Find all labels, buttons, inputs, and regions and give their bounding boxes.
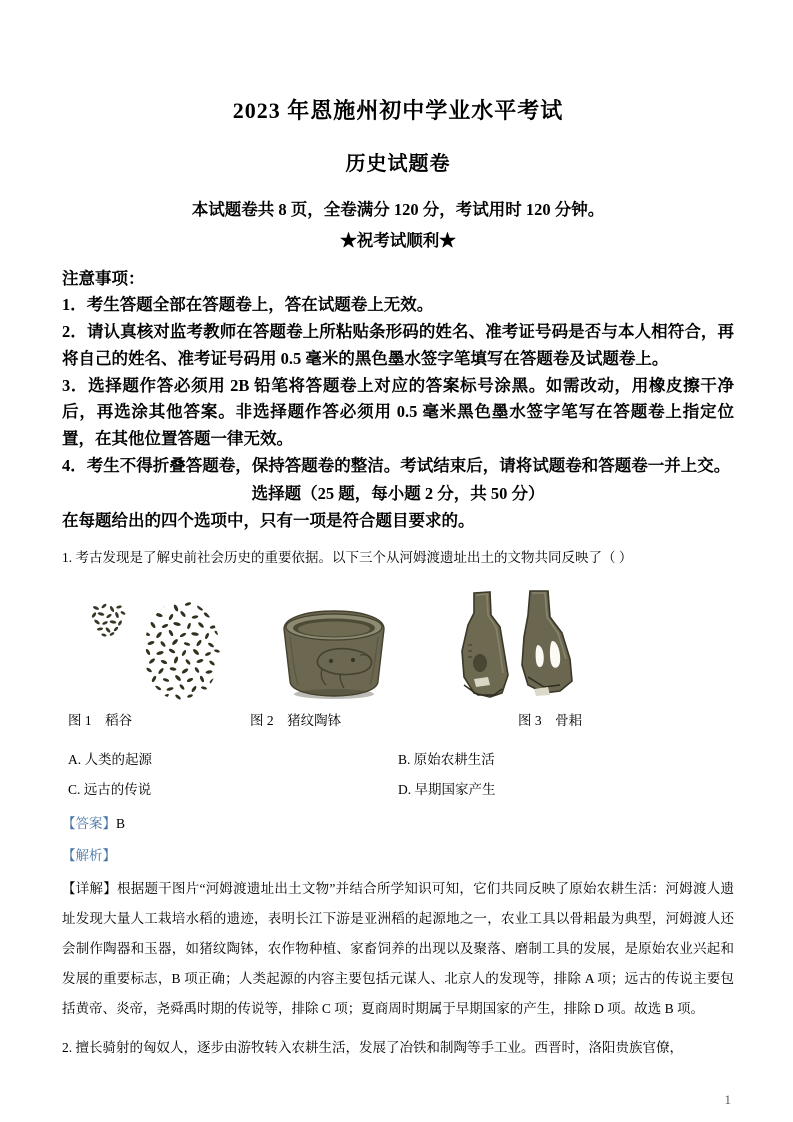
- figure-1-caption: 图 1 稻谷: [68, 713, 133, 729]
- section-title: 选择题（25 题，每小题 2 分，共 50 分）: [251, 484, 545, 504]
- notice-item-4: 4．考生不得折叠答题卷，保持答题卷的整洁。考试结束后，请将试题卷和答题卷一并上交。: [62, 455, 731, 475]
- option-c[interactable]: C. 远古的传说: [68, 782, 152, 798]
- option-b[interactable]: B. 原始农耕生活: [398, 752, 495, 768]
- question-2-stem: 2. 擅长骑射的匈奴人，逐步由游牧转入农耕生活，发展了冶铁和制陶等手工业。西晋时，洛阳贵族官僚，: [62, 1040, 683, 1056]
- answer-line: [62, 811, 734, 837]
- question-1-figures: [62, 581, 734, 709]
- rice-grains-small-icon: [88, 601, 128, 637]
- notice-heading: 注意事项：: [62, 268, 145, 288]
- question-1-stem: 1. 考古发现是了解史前社会历史的重要依据。以下三个从河姆渡遗址出土的文物共同反映了（ ）: [62, 550, 633, 566]
- notice-item-2: 2．请认真核对监考教师在答题卷上所粘贴条形码的姓名、准考证号码是否与本人相符合，再将自己的姓名、准考证号码用 0.5 毫米的黑色墨水签字笔填写在答题卷及试题卷上。: [62, 322, 734, 368]
- figure-captions: [62, 709, 734, 735]
- figure-2-caption: 图 2 猪纹陶钵: [250, 713, 342, 729]
- option-row-cd: [62, 775, 734, 805]
- answer-label: 【答案】: [62, 816, 116, 832]
- notice-block: [62, 266, 734, 480]
- page-number: 1: [724, 1092, 731, 1107]
- notice-item-1: 1．考生答题全部在答题卷上，答在试题卷上无效。: [62, 295, 434, 315]
- page-title: 2023 年恩施州初中学业水平考试: [232, 98, 564, 123]
- analysis-line: [62, 843, 734, 869]
- question-1-options: [62, 745, 734, 805]
- option-a[interactable]: A. 人类的起源: [68, 752, 152, 768]
- question-1-explanation: 【详解】根据题干图片“河姆渡遗址出土文物”并结合所学知识可知，它们共同反映了原始农耕生活：河姆渡人遗址发现大量人工栽培水稻的遗迹，表明长江下游是亚洲稻的起源地之一，农业工具以骨耜最为典型，河姆渡人还会制作陶器和玉器，如猪纹陶钵，农作物种植、家畜饲养的出现以及聚落、磨制工具的发展，是原始农业兴起和发展的重要标志，B 项正确；人类起源的内容主要包括元谋人、北京人的发现等，排除 A 项；远古的传说主要包括黄帝、炎帝，尧舜禹时期的传说等，排除 C 项；夏商周时期属于早期国家的产生，排除 D 项。故选 B 项。: [62, 881, 734, 1017]
- page-subtitle: 历史试题卷: [345, 153, 451, 176]
- section-instruction: 在每题给出的四个选项中，只有一项是符合题目要求的。: [62, 510, 475, 530]
- analysis-label: 【解析】: [62, 847, 116, 863]
- exam-meta-line: 本试题卷共 8 页，全卷满分 120 分，考试用时 120 分钟。: [191, 200, 605, 220]
- pig-pattern-pottery-bowl-icon: [274, 607, 394, 699]
- option-d[interactable]: D. 早期国家产生: [398, 782, 496, 798]
- answer-value: B: [116, 816, 126, 832]
- rice-grains-pile-icon: [142, 599, 222, 703]
- bone-spade-icon: [452, 589, 582, 701]
- notice-item-3: 3．选择题作答必须用 2B 铅笔将答题卷上对应的答案标号涂黑。如需改动，用橡皮擦干净后，再选涂其他答案。非选择题作答必须用 0.5 毫米黑色墨水签字笔写在答题卷上指定位置，在其他位置答题一律无效。: [62, 375, 734, 448]
- option-row-ab: [62, 745, 734, 775]
- page-content: [62, 0, 734, 1061]
- figure-3-caption: 图 3 骨耜: [518, 713, 583, 729]
- good-luck-line: ★祝考试顺利★: [340, 231, 456, 251]
